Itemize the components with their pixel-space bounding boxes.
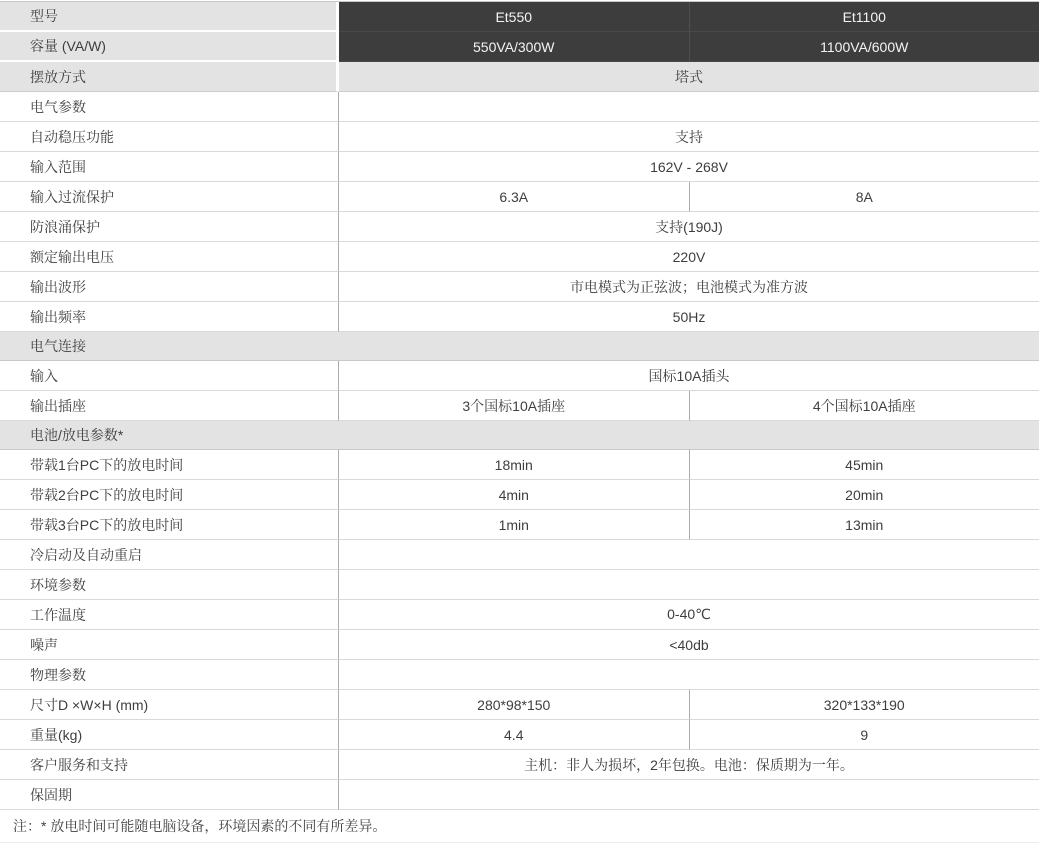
row-label-dimensions: 尺寸D ×W×H (mm) [0,690,339,720]
runtime-1pc-et1100: 45min [689,450,1039,480]
outlets-et550: 3个国标10A插座 [339,391,689,421]
row-label-avr: 自动稳压功能 [0,122,339,152]
input-plug-value: 国标10A插头 [339,361,1039,391]
table-row-service [0,750,1039,780]
table-row-noise [0,630,1039,660]
placement-value: 塔式 [339,62,1039,92]
table-row-physical-params [0,660,1039,690]
empty-value [339,570,1039,600]
table-row-placement [0,62,1039,92]
table-row-avr [0,122,1039,152]
output-waveform-value: 市电模式为正弦波；电池模式为准方波 [339,272,1039,302]
table-row-surge [0,212,1039,242]
runtime-1pc-et550: 18min [339,450,689,480]
dimensions-et1100: 320*133*190 [689,690,1039,720]
table-row-output-frequency [0,302,1039,332]
surge-value: 支持(190J) [339,212,1039,242]
table-row-runtime-2pc [0,480,1039,510]
table-row-model [0,2,1039,32]
output-voltage-value: 220V [339,242,1039,272]
empty-value [339,780,1039,810]
row-label-overcurrent: 输入过流保护 [0,182,339,212]
empty-value [339,92,1039,122]
row-label-cold-start: 冷启动及自动重启 [0,540,339,570]
row-label-outlets: 输出插座 [0,391,339,421]
model-header-et550: Et550 [339,2,689,32]
table-row-input-range [0,152,1039,182]
table-row-output-waveform [0,272,1039,302]
table-row-outlets [0,391,1039,421]
dimensions-et550: 280*98*150 [339,690,689,720]
runtime-3pc-et1100: 13min [689,510,1039,540]
row-label-operating-temp: 工作温度 [0,600,339,630]
row-label-capacity: 容量 (VA/W) [0,32,339,62]
row-label-surge: 防浪涌保护 [0,212,339,242]
empty-value [339,540,1039,570]
row-label-service: 客户服务和支持 [0,750,339,780]
row-label-model: 型号 [0,2,339,32]
row-label-runtime-1pc: 带载1台PC下的放电时间 [0,450,339,480]
table-row-input-plug [0,361,1039,391]
model-header-et1100: Et1100 [689,2,1039,32]
row-label-output-frequency: 输出频率 [0,302,339,332]
table-row-weight [0,720,1039,750]
weight-et550: 4.4 [339,720,689,750]
capacity-et550: 550VA/300W [339,32,689,62]
footnote: 注：* 放电时间可能随电脑设备，环境因素的不同有所差异。 [0,810,1039,843]
empty-value [339,660,1039,690]
service-value: 主机：非人为损坏，2年包换。电池：保质期为一年。 [339,750,1039,780]
table-row-environment-params [0,570,1039,600]
row-label-runtime-2pc: 带载2台PC下的放电时间 [0,480,339,510]
table-row-cold-start [0,540,1039,570]
row-label-output-voltage: 额定输出电压 [0,242,339,272]
operating-temp-value: 0-40℃ [339,600,1039,630]
row-label-placement: 摆放方式 [0,62,339,92]
table-row-capacity [0,32,1039,62]
output-frequency-value: 50Hz [339,302,1039,332]
input-range-value: 162V - 268V [339,152,1039,182]
row-label-environment-params: 环境参数 [0,570,339,600]
overcurrent-et550: 6.3A [339,182,689,212]
section-battery-discharge: 电池/放电参数* [0,420,1039,450]
row-label-warranty: 保固期 [0,780,339,810]
avr-value: 支持 [339,122,1039,152]
table-row-runtime-1pc [0,450,1039,480]
noise-value: <40db [339,630,1039,660]
table-row-electrical-params [0,92,1039,122]
overcurrent-et1100: 8A [689,182,1039,212]
spec-table [0,1,1039,843]
table-row-warranty [0,780,1039,810]
row-label-input-range: 输入范围 [0,152,339,182]
runtime-2pc-et550: 4min [339,480,689,510]
table-row-runtime-3pc [0,510,1039,540]
row-label-weight: 重量(kg) [0,720,339,750]
row-label-output-waveform: 输出波形 [0,272,339,302]
table-row-output-voltage [0,242,1039,272]
outlets-et1100: 4个国标10A插座 [689,391,1039,421]
row-label-electrical-params: 电气参数 [0,92,339,122]
table-row-overcurrent [0,182,1039,212]
weight-et1100: 9 [689,720,1039,750]
table-row-operating-temp [0,600,1039,630]
row-label-noise: 噪声 [0,630,339,660]
section-electrical-connection: 电气连接 [0,331,1039,361]
row-label-physical-params: 物理参数 [0,660,339,690]
table-row-dimensions [0,690,1039,720]
runtime-3pc-et550: 1min [339,510,689,540]
runtime-2pc-et1100: 20min [689,480,1039,510]
row-label-runtime-3pc: 带载3台PC下的放电时间 [0,510,339,540]
capacity-et1100: 1100VA/600W [689,32,1039,62]
model-header-cells [339,2,1039,32]
row-label-input-plug: 输入 [0,361,339,391]
